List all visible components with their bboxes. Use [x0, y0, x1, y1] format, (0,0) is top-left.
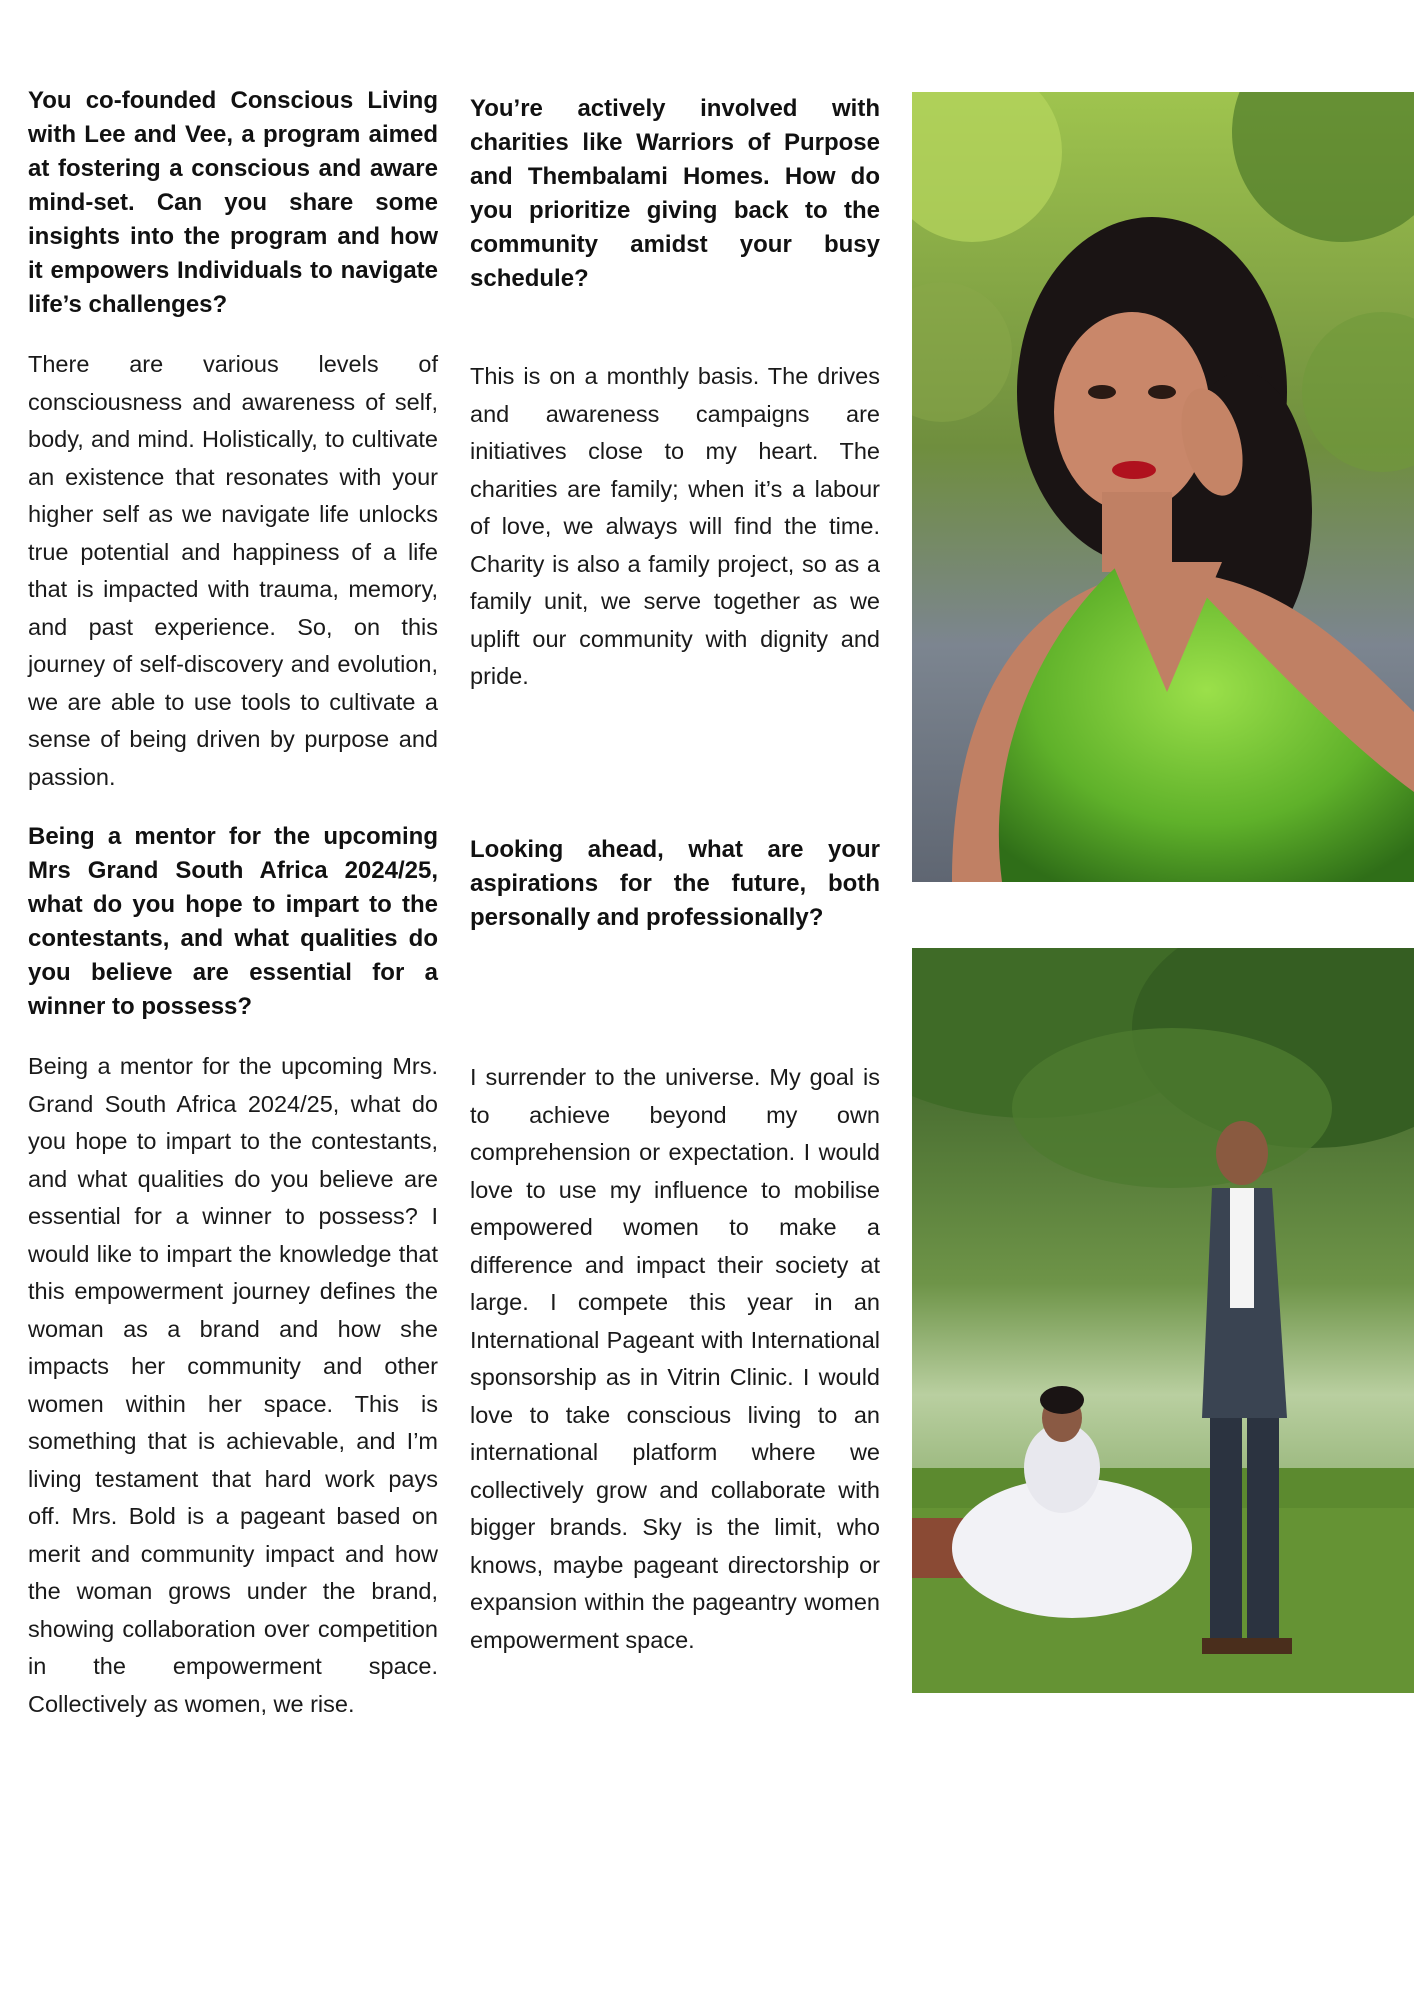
answer-conscious-living: There are various levels of consciousness and awareness of self, body, and mind. Holistically, to cultivate an existence that resonates with your higher self as we navigate life unlocks true potential and happiness of a life that is impacted with trauma, memory, and past experience. So, on this journey of self-discovery and evolution, we are able to use tools to cultivate a sense of being driven by purpose and passion.	[28, 351, 438, 790]
answer-mentor: Being a mentor for the upcoming Mrs. Grand South Africa 2024/25, what do you hope to impart to the contestants, and what qualities do you believe are essential for a winner to possess? I would like to impart the knowledge that this empowerment journey defines the woman as a brand and how she impacts her community and other women within her space. This is something that is achievable, and I’m living testament that hard work pays off. Mrs. Bold is a pageant based on merit and community impact and how the woman grows under the brand, showing collaboration over competition in the empowerment space. Collectively as women, we rise.	[28, 1053, 438, 1717]
couple-photo	[912, 948, 1414, 1693]
answer-aspirations: I surrender to the universe. My goal is to achieve beyond my own comprehension or expectation. I would love to use my influence to mobilise empowered women to make a difference and impact their society at large. I compete this year in an International Pageant with International sponsorship as in Vitrin Clinic. I would love to take conscious living to an international platform where we collectively grow and collaborate with bigger brands. Sky is the limit, who knows, maybe pageant directorship or expansion within the pageantry women empowerment space.	[470, 1064, 880, 1653]
portrait-illustration	[912, 92, 1414, 882]
question-mentor: Being a mentor for the upcoming Mrs Grand South Africa 2024/25, what do you hope to impart to the contestants, and what qualities do you believe are essential for a winner to possess?	[28, 823, 438, 1020]
couple-illustration	[912, 948, 1414, 1693]
question-aspirations: Looking ahead, what are your aspirations for the future, both personally and professionally?	[470, 836, 880, 931]
question-charities: You’re actively involved with charities like Warriors of Purpose and Thembalami Homes. How do you prioritize giving back to the community amidst your busy schedule?	[470, 95, 880, 292]
answer-charities: This is on a monthly basis. The drives and awareness campaigns are initiatives close to my heart. The charities are family; when it’s a labour of love, we always will find the time. Charity is also a family project, so as a family unit, we serve together as we uplift our community with dignity and pride.	[470, 363, 880, 689]
column-middle	[470, 92, 880, 696]
column-middle-lower	[470, 833, 880, 1659]
portrait-photo	[912, 92, 1414, 882]
question-conscious-living: You co-founded Conscious Living with Lee and Vee, a program aimed at fostering a conscious and aware mind-set. Can you share some insights into the program and how it empowers Individuals to navigate life’s challenges?	[28, 87, 438, 318]
column-left	[28, 84, 438, 796]
column-left-lower	[28, 820, 438, 1723]
